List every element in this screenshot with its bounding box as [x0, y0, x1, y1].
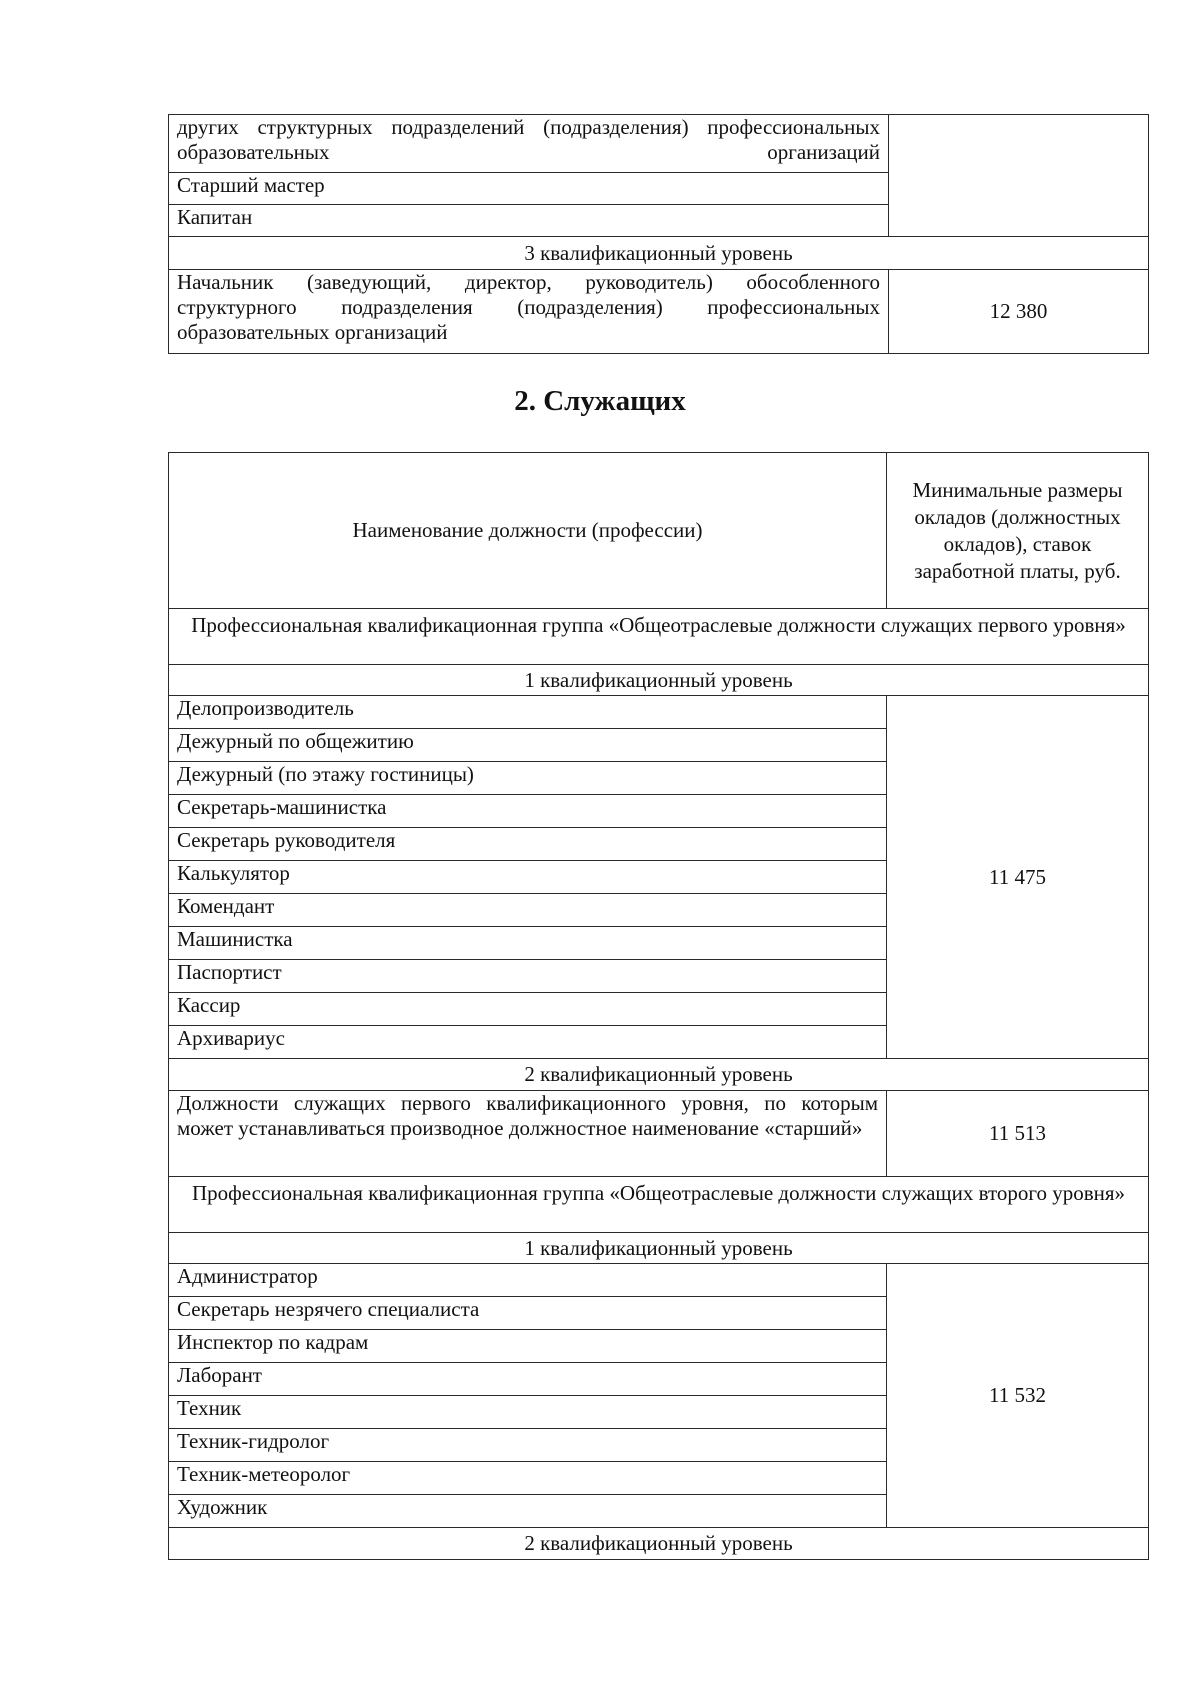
qualification-level-label: 2 квалификационный уровень [169, 1528, 1149, 1560]
salary-table-employees [168, 452, 1149, 1560]
section-title: 2. Служащих [514, 385, 686, 417]
level-header-row [169, 1059, 1149, 1091]
position-name: Калькулятор [169, 861, 887, 894]
position-name: Делопроизводитель [169, 696, 887, 729]
table-row [169, 1264, 1149, 1297]
position-name: Администратор [169, 1264, 887, 1297]
table-row [169, 1091, 1149, 1177]
qualification-level-label: 3 квалификационный уровень [169, 237, 1149, 270]
salary-value: 11 532 [887, 1264, 1149, 1528]
table-row [169, 115, 1149, 173]
level-header-row [169, 237, 1149, 270]
table-header-row [169, 453, 1149, 609]
position-name: Художник [169, 1495, 887, 1528]
qualification-level-label: 2 квалификационный уровень [169, 1059, 1149, 1091]
position-name: Дежурный (по этажу гостиницы) [169, 762, 887, 795]
position-name: Инспектор по кадрам [169, 1330, 887, 1363]
salary-value: 12 380 [889, 270, 1149, 354]
qualification-level-label: 1 квалификационный уровень [169, 1233, 1149, 1264]
level-header-row [169, 665, 1149, 696]
position-name: Капитан [169, 205, 889, 237]
position-name: Архивариус [169, 1026, 887, 1059]
column-header-position: Наименование должности (профессии) [169, 453, 887, 609]
position-name: Должности служащих первого квалификационного уровня, по которым может устанавливаться производное должностное наименование «старший» [169, 1091, 887, 1177]
qualification-level-label: 1 квалификационный уровень [169, 665, 1149, 696]
qualification-group-title: Профессиональная квалификационная группа «Общеотраслевые должности служащих первого уровня» [169, 609, 1149, 665]
group-header-row [169, 609, 1149, 665]
position-name: Кассир [169, 993, 887, 1026]
position-name: Комендант [169, 894, 887, 927]
position-name: Начальник (заведующий, директор, руководитель) обособленного структурного подразделения (подразделения) профессиональных образовательных организаций [169, 270, 889, 354]
position-name: Техник [169, 1396, 887, 1429]
position-name: Секретарь руководителя [169, 828, 887, 861]
position-name: Дежурный по общежитию [169, 729, 887, 762]
position-name: Секретарь незрячего специалиста [169, 1297, 887, 1330]
salary-value: 11 475 [887, 696, 1149, 1059]
position-name: Старший мастер [169, 173, 889, 205]
column-header-salary: Минимальные размеры окладов (должностных окладов), ставок заработной платы, руб. [887, 453, 1149, 609]
position-name: других структурных подразделений (подразделения) профессиональных образовательных организаций [169, 115, 889, 173]
salary-cell-empty [889, 115, 1149, 237]
salary-table-continued [168, 114, 1149, 354]
qualification-group-title: Профессиональная квалификационная группа «Общеотраслевые должности служащих второго уровня» [169, 1177, 1149, 1233]
salary-value: 11 513 [887, 1091, 1149, 1177]
table-row [169, 270, 1149, 354]
position-name: Паспортист [169, 960, 887, 993]
position-name: Лаборант [169, 1363, 887, 1396]
level-header-row [169, 1528, 1149, 1560]
table-row [169, 696, 1149, 729]
level-header-row [169, 1233, 1149, 1264]
position-name: Секретарь-машинистка [169, 795, 887, 828]
group-header-row [169, 1177, 1149, 1233]
position-name: Техник-метеоролог [169, 1462, 887, 1495]
position-name: Машинистка [169, 927, 887, 960]
position-name: Техник-гидролог [169, 1429, 887, 1462]
